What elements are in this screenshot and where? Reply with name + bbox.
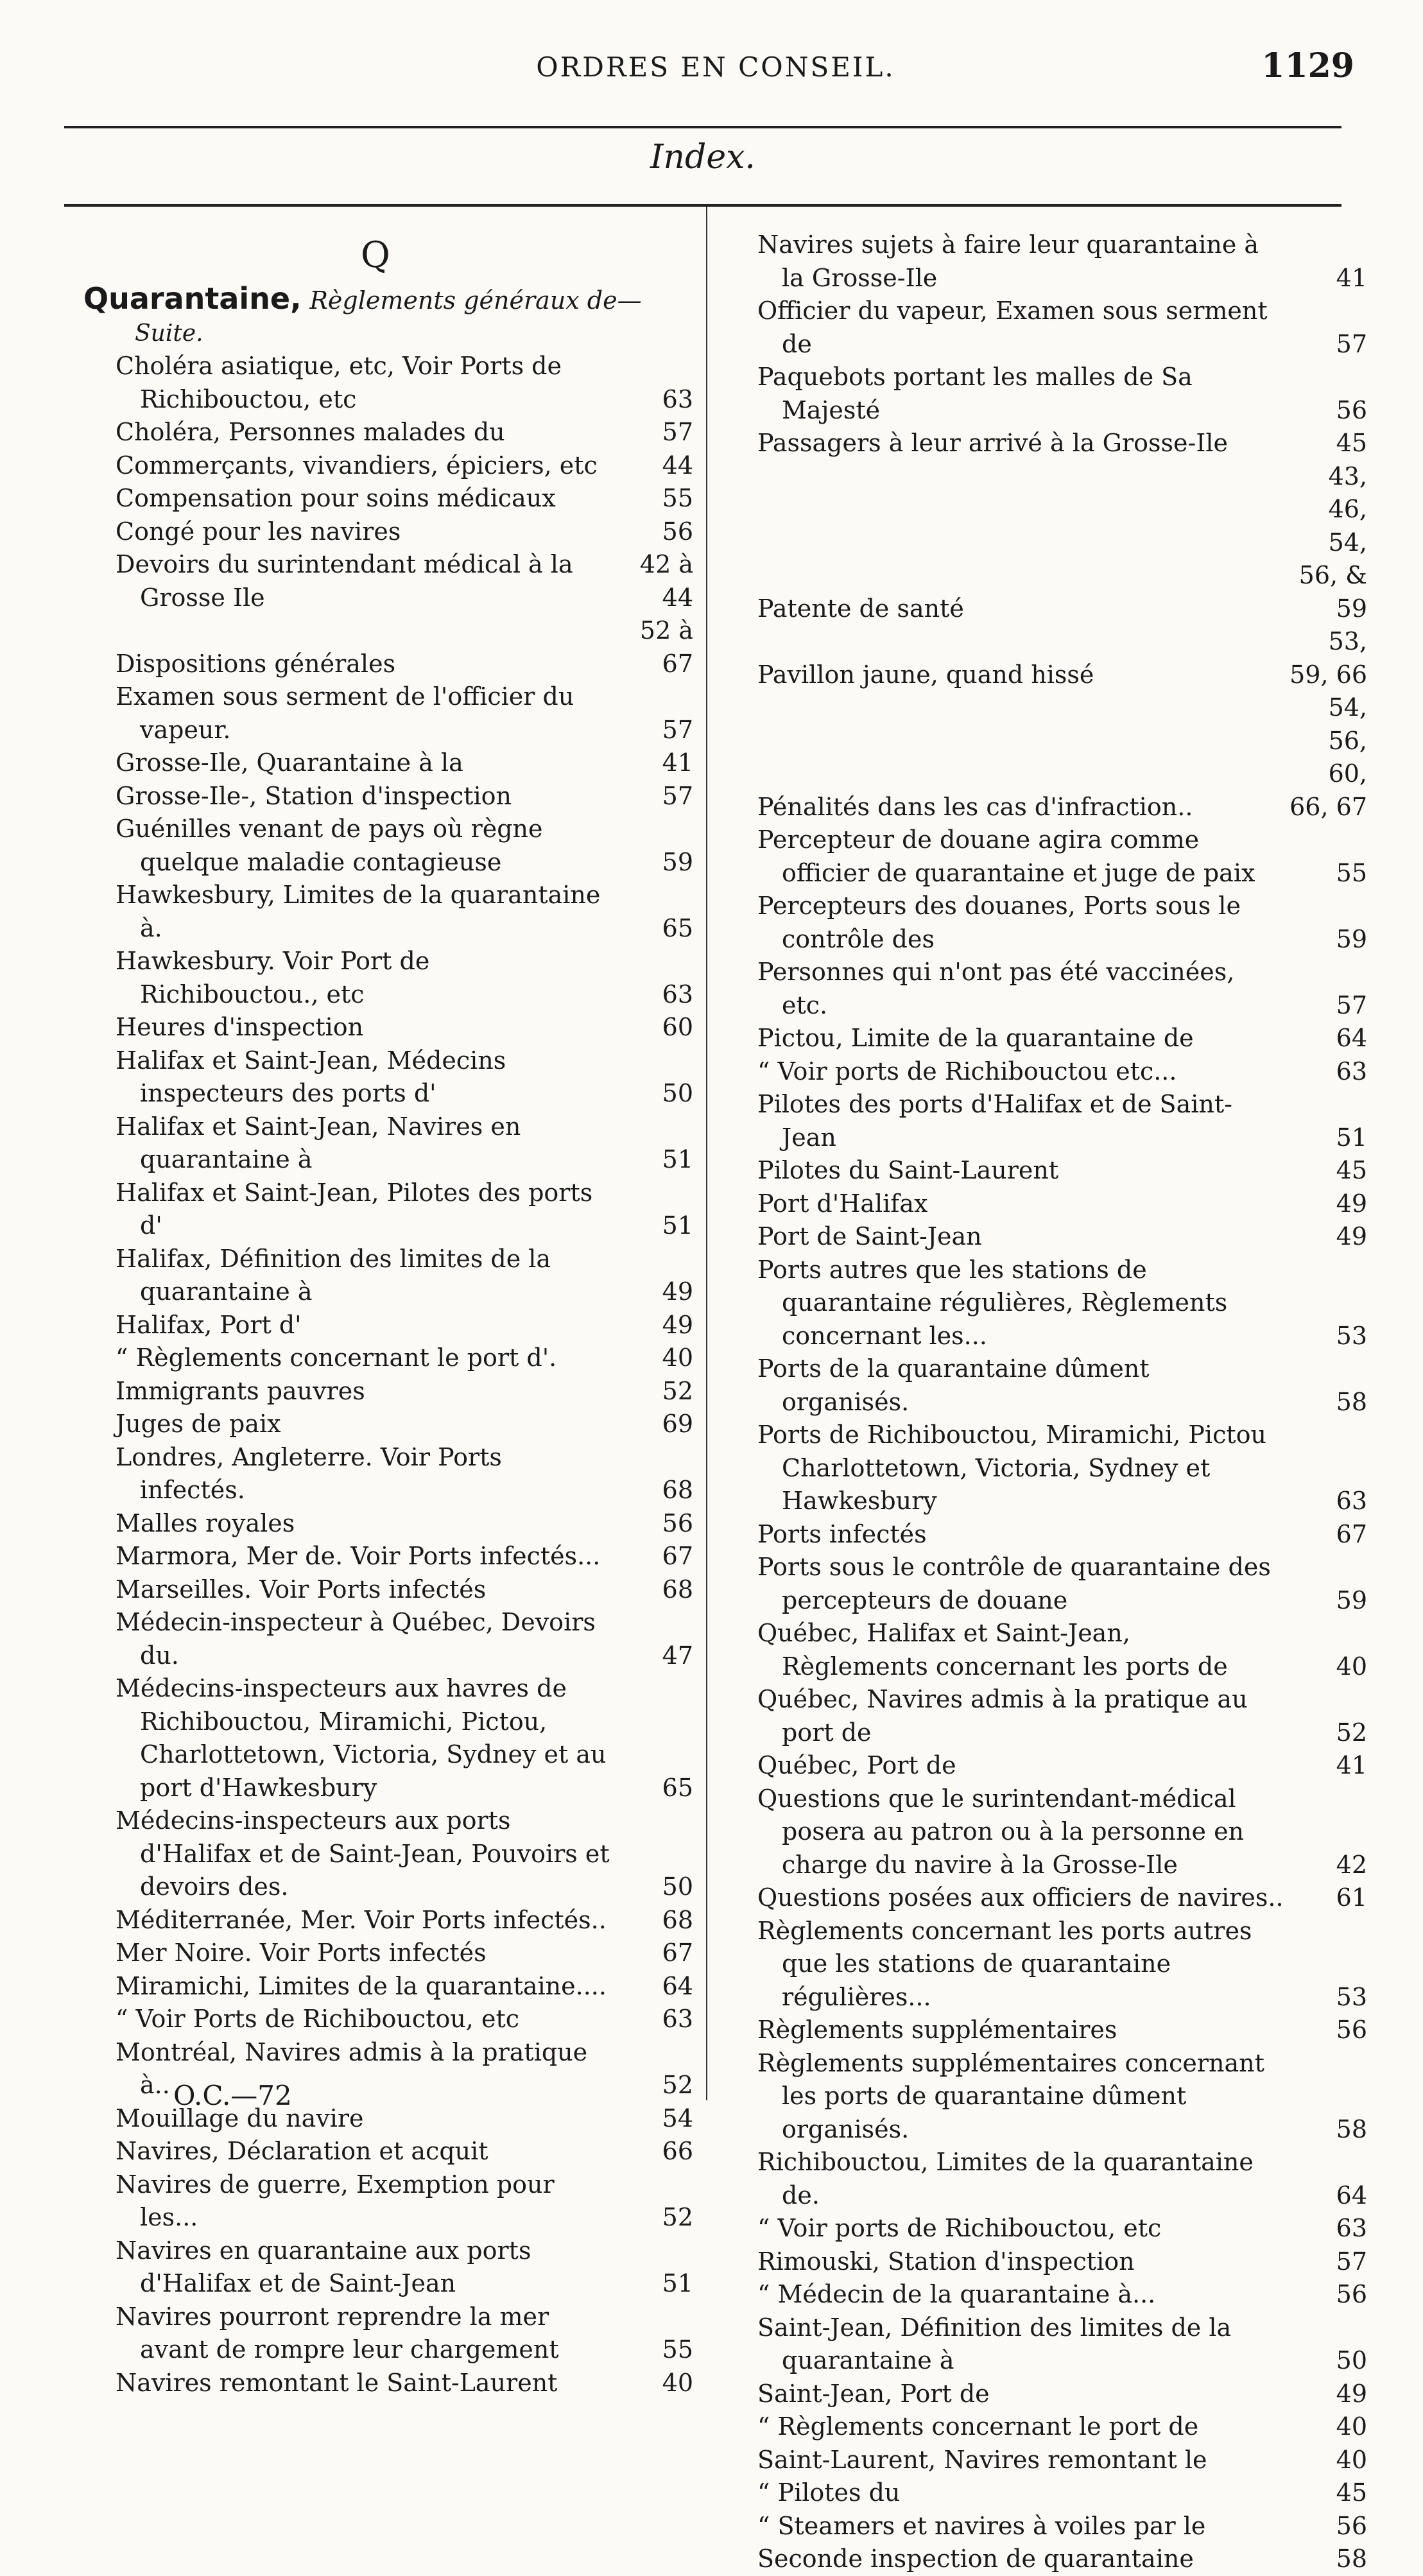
main-heading-lemma: Quarantaine,	[83, 281, 302, 316]
entry-page: 63	[1336, 1487, 1367, 1515]
index-entry	[757, 361, 1367, 427]
index-entry	[757, 1617, 1367, 1683]
entry-text: Pavillon jaune, quand hissé	[757, 660, 1094, 689]
entry-page: 47	[662, 1641, 693, 1670]
entry-text: Navires de guerre, Exemption pour les...	[116, 2170, 555, 2231]
entry-page: 68	[662, 1476, 693, 1504]
entry-text: Québec, Halifax et Saint-Jean, Règlements concernant les ports de	[757, 1619, 1228, 1681]
index-entry	[757, 691, 1367, 824]
entry-text: Québec, Navires admis à la pratique au port de	[757, 1685, 1248, 1747]
entry-text: Paquebots portant les malles de Sa Majesté	[757, 363, 1193, 424]
entry-page: 41	[662, 748, 693, 777]
index-entry	[757, 1551, 1367, 1617]
entry-page: 59	[662, 847, 693, 876]
index-entry	[96, 945, 693, 1011]
index-entry	[757, 625, 1367, 691]
entry-text: Questions posées aux officiers de navires..	[757, 1883, 1284, 1912]
entry-page: 51	[662, 1145, 693, 1173]
entry-text: Londres, Angleterre. Voir Ports infectés.	[116, 1442, 502, 1504]
index-entry	[757, 1419, 1367, 1518]
entry-page: 59	[1336, 924, 1367, 953]
top-rule	[64, 126, 1341, 128]
entry-page: 58	[1336, 2114, 1367, 2143]
entry-page: 45	[1336, 1156, 1367, 1184]
entry-text: Seconde inspection de quarantaine	[757, 2545, 1194, 2573]
entry-page: 67	[662, 1542, 693, 1570]
index-entry	[96, 614, 693, 680]
entry-text: Marseilles. Voir Ports infectés	[116, 1575, 487, 1604]
index-entry	[96, 1937, 693, 1970]
entry-text: Hawkesbury. Voir Port de Richibouctou., etc	[116, 947, 430, 1008]
section-rule	[64, 204, 1341, 207]
entry-page: 42	[1336, 1850, 1367, 1879]
section-title: Index.	[650, 138, 755, 177]
entry-text: Mer Noire. Voir Ports infectés	[116, 1939, 487, 1967]
entry-text: Mouillage du navire	[116, 2104, 364, 2132]
entry-text: Malles royales	[116, 1508, 295, 1537]
entry-text: Passagers à leur arrivé à la Grosse-Ile	[757, 429, 1229, 457]
entry-text: Officier du vapeur, Examen sous serment de	[757, 297, 1268, 358]
index-entry	[757, 2410, 1367, 2444]
entry-page: 52	[662, 1376, 693, 1405]
index-entry	[96, 1375, 693, 1408]
index-entry	[757, 2543, 1367, 2576]
entry-text: Saint-Laurent, Navires remontant le	[757, 2445, 1207, 2474]
entry-page: 67	[662, 1939, 693, 1967]
entry-page: 57	[662, 715, 693, 744]
index-entry	[757, 1749, 1367, 1783]
entry-text: Halifax et Saint-Jean, Médecins inspecteurs des ports d'	[116, 1046, 506, 1107]
entry-text: Saint-Jean, Port de	[757, 2379, 990, 2408]
entry-text: Port d'Halifax	[757, 1189, 928, 1218]
entry-text: “ Voir ports de Richibouctou etc...	[757, 1057, 1177, 1085]
entry-page: 51	[662, 1211, 693, 1240]
entry-text: Grosse-Ile, Quarantaine à la	[116, 748, 463, 777]
entry-page: 54	[662, 2104, 693, 2132]
entry-page: 63	[1336, 1057, 1367, 1085]
index-entry	[96, 1111, 693, 1177]
entry-page: 63	[662, 2005, 693, 2033]
entry-text: “ Règlements concernant le port d'.	[116, 1344, 557, 1372]
entry-page: 55	[1336, 858, 1367, 887]
index-entry	[96, 2367, 693, 2400]
entry-page: 53, 59, 66	[1289, 627, 1367, 689]
index-entry	[96, 548, 693, 614]
entry-page: 40	[1336, 1652, 1367, 1681]
entry-text: Halifax, Définition des limites de la quarantaine à	[116, 1244, 551, 1306]
index-entry	[96, 1441, 693, 1507]
entry-page: 51	[1336, 1123, 1367, 1152]
entry-page: 58	[1336, 1387, 1367, 1416]
index-entry	[96, 1573, 693, 1607]
page-number: 1129	[1261, 46, 1354, 85]
entry-text: Heures d'inspection	[116, 1013, 364, 1041]
index-entry	[757, 2278, 1367, 2312]
entry-text: Compensation pour soins médicaux	[116, 484, 556, 512]
entry-text: Percepteur de douane agira comme officier de quarantaine et juge de paix	[757, 826, 1255, 887]
entry-text: Ports infectés	[757, 1519, 927, 1548]
entry-page: 63	[662, 980, 693, 1008]
entry-page: 57	[1336, 329, 1367, 358]
index-entry	[96, 449, 693, 483]
entry-page: 63	[662, 385, 693, 413]
entry-text: Marmora, Mer de. Voir Ports infectés...	[116, 1542, 601, 1570]
entry-text: Hawkesbury, Limites de la quarantaine à.	[116, 881, 601, 942]
right-entry-list	[757, 229, 1367, 2576]
entry-text: Règlements concernant les ports autres que les stations de quarantaine régulières...	[757, 1916, 1252, 2011]
index-entry	[96, 482, 693, 515]
entry-page: 49	[1336, 1189, 1367, 1218]
index-entry	[96, 1540, 693, 1573]
entry-text: Ports sous le contrôle de quarantaine des percepteurs de douane	[757, 1553, 1271, 1614]
index-entry	[96, 1177, 693, 1243]
entry-text: Port de Saint-Jean	[757, 1222, 982, 1250]
entry-page: 43, 46, 54, 56, & 59	[1298, 462, 1367, 623]
index-entry	[96, 780, 693, 813]
entry-page: 40	[1336, 2445, 1367, 2474]
index-entry	[757, 229, 1367, 295]
entry-page: 55	[662, 484, 693, 512]
entry-page: 49	[662, 1310, 693, 1339]
entry-page: 65	[662, 913, 693, 942]
entry-page: 68	[662, 1905, 693, 1934]
entry-text: Navires, Déclaration et acquit	[116, 2137, 488, 2165]
entry-page: 64	[662, 1971, 693, 2000]
index-entry	[757, 1088, 1367, 1154]
index-entry	[757, 2047, 1367, 2147]
index-entry	[757, 1254, 1367, 1353]
entry-text: “ Règlements concernant le port de	[757, 2412, 1199, 2441]
running-title: ORDRES EN CONSEIL.	[536, 51, 895, 83]
index-entry	[757, 1683, 1367, 1749]
index-entry	[96, 1044, 693, 1111]
entry-text: Choléra, Personnes malades du	[116, 418, 505, 446]
entry-text: Navires pourront reprendre la mer avant de rompre leur chargement	[116, 2302, 559, 2364]
entry-page: 57	[662, 781, 693, 810]
entry-page: 53	[1336, 1982, 1367, 2011]
entry-page: 68	[662, 1575, 693, 1604]
index-entry	[96, 680, 693, 747]
entry-text: Devoirs du surintendant médical à la Grosse Ile	[116, 550, 573, 612]
entry-page: 56	[1336, 2280, 1367, 2308]
index-entry	[96, 2301, 693, 2367]
main-heading-description: Règlements généraux de—	[309, 286, 642, 315]
entry-text: Grosse-Ile-, Station d'inspection	[116, 781, 512, 810]
entry-text: Questions que le surintendant-médical posera au patron ou à la personne en charge du navire à la Grosse-Ile	[757, 1784, 1245, 1879]
entry-page: 56	[662, 517, 693, 546]
entry-text: Juges de paix	[116, 1410, 281, 1438]
entry-text: Percepteurs des douanes, Ports sous le contrôle des	[757, 892, 1241, 953]
main-heading	[83, 282, 693, 317]
index-entry	[96, 1970, 693, 2003]
column-divider	[706, 207, 707, 2100]
entry-text: Pictou, Limite de la quarantaine de	[757, 1024, 1194, 1052]
main-heading-suite: Suite.	[135, 320, 203, 347]
entry-text: Pénalités dans les cas d'infraction..	[757, 792, 1193, 821]
index-entry	[757, 1915, 1367, 2014]
entry-page: 60	[662, 1013, 693, 1041]
entry-text: Personnes qui n'ont pas été vaccinées, etc.	[757, 958, 1235, 1019]
entry-text: Guénilles venant de pays où règne quelque maladie contagieuse	[116, 815, 543, 876]
entry-page: 56	[1336, 395, 1367, 424]
entry-text: Navires remontant le Saint-Laurent	[116, 2368, 558, 2397]
entry-page: 57	[1336, 990, 1367, 1019]
index-entry	[757, 1055, 1367, 1089]
entry-page: 61	[1336, 1883, 1367, 1912]
entry-page: 64	[1336, 2181, 1367, 2209]
index-entry	[96, 416, 693, 449]
entry-page: 42 à 44	[639, 550, 693, 612]
entry-text: Patente de santé	[757, 594, 964, 623]
entry-text: Pilotes du Saint-Laurent	[757, 1156, 1059, 1184]
entry-text: “ Voir ports de Richibouctou, etc	[757, 2214, 1162, 2242]
left-column	[83, 229, 693, 2399]
index-entry	[96, 1011, 693, 1044]
index-entry	[96, 1804, 693, 1904]
entry-page: 44	[662, 451, 693, 480]
entry-text: “ Steamers et navires à voiles par le	[757, 2511, 1206, 2540]
entry-page: 57	[662, 418, 693, 446]
index-entry	[757, 1881, 1367, 1915]
entry-page: 53	[1336, 1321, 1367, 1350]
entry-text: “ Médecin de la quarantaine à...	[757, 2280, 1156, 2308]
index-entry	[757, 2477, 1367, 2510]
index-entry	[757, 2312, 1367, 2378]
entry-text: Médecin-inspecteur à Québec, Devoirs du.	[116, 1608, 596, 1670]
entry-page: 49	[1336, 2379, 1367, 2408]
entry-page: 56	[1336, 2511, 1367, 2540]
index-entry	[757, 2146, 1367, 2212]
index-entry	[96, 1606, 693, 1672]
entry-page: 40	[1336, 2412, 1367, 2441]
entry-text: Ports autres que les stations de quarantaine régulières, Règlements concernant les...	[757, 1255, 1228, 1350]
entry-text: Commerçants, vivandiers, épiciers, etc	[116, 451, 598, 480]
entry-text: Navires sujets à faire leur quarantaine à la Grosse-Ile	[757, 230, 1259, 292]
entry-text: Immigrants pauvres	[116, 1376, 365, 1405]
index-entry	[757, 1154, 1367, 1188]
entry-page: 58	[1336, 2545, 1367, 2573]
index-entry	[96, 1342, 693, 1375]
section-letter: Q	[361, 234, 390, 276]
entry-page: 52 à 67	[639, 616, 693, 678]
entry-page: 40	[662, 1344, 693, 1372]
entry-text: “ Pilotes du	[757, 2478, 901, 2507]
entry-text: Navires en quarantaine aux ports d'Halifax et de Saint-Jean	[116, 2236, 531, 2297]
entry-page: 50	[662, 1872, 693, 1901]
entry-page: 45	[1336, 2478, 1367, 2507]
entry-text: Saint-Jean, Définition des limites de la quarantaine à	[757, 2313, 1232, 2374]
index-entry	[96, 879, 693, 945]
right-column	[757, 229, 1367, 2576]
index-entry	[757, 1353, 1367, 1419]
index-entry	[757, 1220, 1367, 1254]
entry-text: Congé pour les navires	[116, 517, 401, 546]
entry-page: 50	[662, 1079, 693, 1107]
index-entry	[757, 2510, 1367, 2543]
entry-page: 52	[662, 2203, 693, 2231]
entry-text: Méditerranée, Mer. Voir Ports infectés..	[116, 1905, 607, 1934]
index-entry	[757, 2378, 1367, 2411]
index-entry	[757, 890, 1367, 956]
entry-page: 64	[1336, 1024, 1367, 1052]
entry-text: Québec, Port de	[757, 1751, 956, 1779]
index-entry	[96, 1507, 693, 1541]
entry-text: Rimouski, Station d'inspection	[757, 2247, 1135, 2276]
entry-page: 52	[662, 2071, 693, 2099]
index-entry	[96, 1408, 693, 1441]
index-entry	[757, 460, 1367, 626]
index-entry	[96, 1904, 693, 1937]
entry-text: Médecins-inspecteurs aux ports d'Halifax et de Saint-Jean, Pouvoirs et devoirs des.	[116, 1806, 610, 1901]
entry-page: 40	[662, 2368, 693, 2397]
entry-page: 51	[662, 2269, 693, 2297]
index-entry	[96, 515, 693, 549]
entry-text: Halifax, Port d'	[116, 1310, 302, 1339]
index-entry	[96, 2135, 693, 2168]
index-entry	[96, 2168, 693, 2235]
entry-page: 57	[1336, 2247, 1367, 2276]
entry-text: Richibouctou, Limites de la quarantaine de.	[757, 2148, 1254, 2209]
index-entry	[757, 1518, 1367, 1552]
entry-page: 59	[1336, 1586, 1367, 1614]
entry-page: 69	[662, 1410, 693, 1438]
index-entry	[757, 2014, 1367, 2047]
index-entry	[757, 2212, 1367, 2245]
index-entry	[757, 956, 1367, 1022]
index-entry	[757, 295, 1367, 361]
entry-text: “ Voir Ports de Richibouctou, etc	[116, 2005, 520, 2033]
entry-text: Examen sous serment de l'officier du vapeur.	[116, 682, 574, 744]
entry-page: 67	[1336, 1519, 1367, 1548]
signature-mark: O.C.—72	[173, 2080, 292, 2111]
entry-text: Règlements supplémentaires concernant les ports de quarantaine dûment organisés.	[757, 2048, 1264, 2143]
index-entry	[757, 824, 1367, 890]
index-entry	[96, 1309, 693, 1342]
index-entry	[757, 2245, 1367, 2279]
index-entry	[96, 350, 693, 416]
index-entry	[757, 1022, 1367, 1055]
entry-page: 56	[1336, 2016, 1367, 2044]
index-entry	[96, 2003, 693, 2036]
entry-page: 65	[662, 1773, 693, 1802]
entry-text: Halifax et Saint-Jean, Navires en quarantaine à	[116, 1112, 521, 1173]
entry-page: 55	[662, 2335, 693, 2364]
entry-text: Miramichi, Limites de la quarantaine....	[116, 1971, 607, 2000]
entry-text: Halifax et Saint-Jean, Pilotes des ports d'	[116, 1178, 593, 1240]
entry-text: Ports de Richibouctou, Miramichi, Pictou Charlottetown, Victoria, Sydney et Hawkesbury	[757, 1421, 1266, 1515]
index-entry	[96, 1672, 693, 1804]
entry-text: Dispositions générales	[116, 649, 396, 678]
index-entry	[96, 1243, 693, 1309]
entry-page: 54, 56, 60, 66, 67	[1289, 693, 1367, 821]
entry-page: 66	[662, 2137, 693, 2165]
index-entry	[96, 813, 693, 879]
entry-text: Choléra asiatique, etc, Voir Ports de Richibouctou, etc	[116, 352, 562, 413]
entry-page: 49	[662, 1277, 693, 1306]
index-entry	[96, 747, 693, 780]
entry-text: Montréal, Navires admis à la pratique à..	[116, 2037, 588, 2099]
entry-text: Médecins-inspecteurs aux havres de Richibouctou, Miramichi, Pictou, Charlottetown, Victoria, Sydney et au port d'Hawkesbury	[116, 1674, 607, 1802]
entry-page: 49	[1336, 1222, 1367, 1250]
index-entry	[757, 2444, 1367, 2477]
index-entry	[96, 2235, 693, 2301]
entry-page: 56	[662, 1508, 693, 1537]
page-header	[77, 46, 1354, 98]
index-entry	[757, 1783, 1367, 1882]
entry-page: 52	[1336, 1718, 1367, 1747]
entry-text: Ports de la quarantaine dûment organisés.	[757, 1354, 1150, 1416]
entry-page: 41	[1336, 263, 1367, 292]
entry-page: 50	[1336, 2346, 1367, 2374]
entry-text: Pilotes des ports d'Halifax et de Saint-Jean	[757, 1090, 1232, 1152]
entry-page: 41	[1336, 1751, 1367, 1779]
index-entry	[757, 427, 1367, 460]
entry-text: Règlements supplémentaires	[757, 2016, 1117, 2044]
entry-page: 45	[1336, 429, 1367, 457]
index-entry	[757, 1188, 1367, 1221]
entry-page: 63	[1336, 2214, 1367, 2242]
